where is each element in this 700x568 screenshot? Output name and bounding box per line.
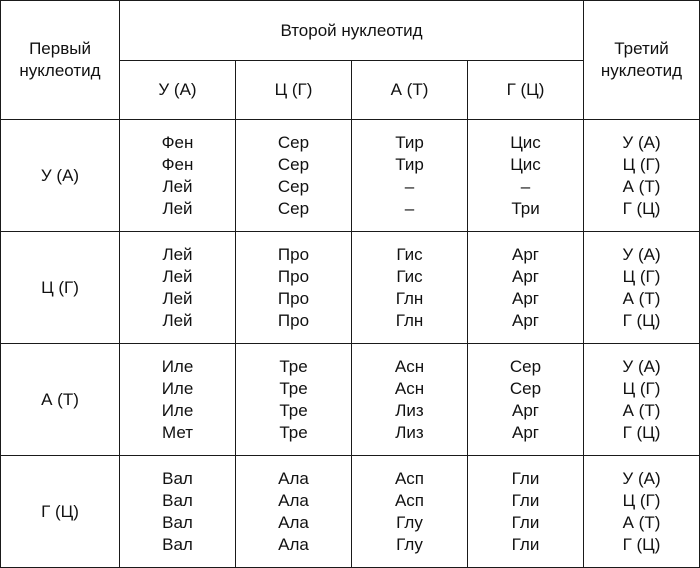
amino-acid: Ала xyxy=(278,512,309,532)
amino-acid-cell xyxy=(352,232,468,344)
header-third-line2: нуклеотид xyxy=(600,61,683,80)
third-nucleotide: У (А) xyxy=(622,468,661,488)
table-row xyxy=(1,120,700,232)
amino-acid: Арг xyxy=(512,422,539,442)
third-nucleotide: У (А) xyxy=(622,132,661,152)
amino-acid: Глу xyxy=(396,512,423,532)
amino-acid-cell xyxy=(236,120,352,232)
header-first-nucleotide xyxy=(1,1,120,120)
amino-acid: Ала xyxy=(278,468,309,488)
amino-acid: Про xyxy=(277,310,310,330)
amino-acid: Глн xyxy=(395,288,424,308)
column-header: Г (Ц) xyxy=(468,61,584,120)
amino-acid: Тре xyxy=(279,378,308,398)
header-first-line2: нуклеотид xyxy=(19,61,101,80)
amino-acid: Про xyxy=(277,266,310,286)
amino-acid: Тре xyxy=(279,356,308,376)
amino-acid: Лей xyxy=(162,266,193,286)
amino-acid: Гли xyxy=(511,468,540,488)
amino-acid: – xyxy=(520,176,531,196)
amino-acid-cell xyxy=(236,344,352,456)
third-nucleotide: У (А) xyxy=(622,356,661,376)
amino-acid-cell xyxy=(468,232,584,344)
amino-acid: Тир xyxy=(395,132,424,152)
amino-acid-cell xyxy=(352,344,468,456)
amino-acid-cell xyxy=(120,232,236,344)
third-nucleotide: Ц (Г) xyxy=(622,154,661,174)
amino-acid: – xyxy=(404,176,415,196)
amino-acid: Гис xyxy=(396,266,423,286)
third-nucleotide: Г (Ц) xyxy=(622,534,661,554)
amino-acid: Лиз xyxy=(395,422,424,442)
amino-acid: Сер xyxy=(509,378,542,398)
amino-acid: Сер xyxy=(277,176,310,196)
amino-acid: Цис xyxy=(510,132,541,152)
table-body xyxy=(1,120,700,568)
third-nucleotide: А (Т) xyxy=(622,512,661,532)
amino-acid: Тре xyxy=(279,400,308,420)
amino-acid-cell xyxy=(236,456,352,568)
amino-acid: Арг xyxy=(512,288,539,308)
amino-acid: Сер xyxy=(277,154,310,174)
amino-acid: Ала xyxy=(278,490,309,510)
third-nucleotide: Ц (Г) xyxy=(622,378,661,398)
third-nucleotide: А (Т) xyxy=(622,400,661,420)
amino-acid: Арг xyxy=(512,244,539,264)
amino-acid: Лей xyxy=(162,176,193,196)
amino-acid: Сер xyxy=(277,132,310,152)
amino-acid: Фен xyxy=(161,132,194,152)
first-nucleotide-cell: У (А) xyxy=(1,120,120,232)
amino-acid: Цис xyxy=(510,154,541,174)
header-first-line1: Первый xyxy=(29,39,91,58)
third-nucleotide: А (Т) xyxy=(622,176,661,196)
header-second-nucleotide: Второй нуклеотид xyxy=(120,1,584,61)
third-nucleotide: У (А) xyxy=(622,244,661,264)
first-nucleotide-cell: Ц (Г) xyxy=(1,232,120,344)
amino-acid: Гис xyxy=(396,244,423,264)
header-third-nucleotide xyxy=(584,1,700,120)
amino-acid: Иле xyxy=(161,378,194,398)
amino-acid: Асп xyxy=(394,490,425,510)
amino-acid: Асп xyxy=(394,468,425,488)
third-nucleotide: Ц (Г) xyxy=(622,490,661,510)
amino-acid: Иле xyxy=(161,400,194,420)
first-nucleotide-cell: Г (Ц) xyxy=(1,456,120,568)
amino-acid: Арг xyxy=(512,310,539,330)
amino-acid: Асн xyxy=(394,378,425,398)
third-nucleotide: Ц (Г) xyxy=(622,266,661,286)
amino-acid-cell xyxy=(468,344,584,456)
amino-acid-cell xyxy=(120,456,236,568)
amino-acid: – xyxy=(404,198,415,218)
amino-acid: Лей xyxy=(162,310,193,330)
third-nucleotide-cell xyxy=(584,344,700,456)
amino-acid: Тре xyxy=(279,422,308,442)
amino-acid: Лей xyxy=(162,198,193,218)
amino-acid: Три xyxy=(511,198,540,218)
third-nucleotide-cell xyxy=(584,232,700,344)
amino-acid: Гли xyxy=(511,534,540,554)
table-row xyxy=(1,232,700,344)
amino-acid: Ала xyxy=(278,534,309,554)
amino-acid: Арг xyxy=(512,400,539,420)
amino-acid: Лиз xyxy=(395,400,424,420)
amino-acid-cell xyxy=(120,344,236,456)
amino-acid: Мет xyxy=(161,422,194,442)
amino-acid: Глн xyxy=(395,310,424,330)
amino-acid: Вал xyxy=(162,468,193,488)
third-nucleotide-cell xyxy=(584,456,700,568)
amino-acid: Фен xyxy=(161,154,194,174)
third-nucleotide: Г (Ц) xyxy=(622,422,661,442)
header-third-line1: Третий xyxy=(614,39,669,58)
amino-acid: Лей xyxy=(162,288,193,308)
amino-acid-cell xyxy=(352,456,468,568)
amino-acid: Сер xyxy=(277,198,310,218)
third-nucleotide: Г (Ц) xyxy=(622,198,661,218)
amino-acid: Вал xyxy=(162,534,193,554)
amino-acid: Про xyxy=(277,288,310,308)
amino-acid: Сер xyxy=(509,356,542,376)
amino-acid: Глу xyxy=(396,534,423,554)
amino-acid: Гли xyxy=(511,490,540,510)
amino-acid-cell xyxy=(236,232,352,344)
amino-acid: Лей xyxy=(162,244,193,264)
third-nucleotide-cell xyxy=(584,120,700,232)
amino-acid: Тир xyxy=(395,154,424,174)
third-nucleotide: А (Т) xyxy=(622,288,661,308)
column-header: Ц (Г) xyxy=(236,61,352,120)
amino-acid: Вал xyxy=(162,512,193,532)
third-nucleotide: Г (Ц) xyxy=(622,310,661,330)
column-header: А (Т) xyxy=(352,61,468,120)
table-row xyxy=(1,344,700,456)
amino-acid: Вал xyxy=(162,490,193,510)
amino-acid-cell xyxy=(120,120,236,232)
amino-acid-cell xyxy=(352,120,468,232)
amino-acid-cell xyxy=(468,120,584,232)
table-row xyxy=(1,456,700,568)
amino-acid: Асн xyxy=(394,356,425,376)
amino-acid: Иле xyxy=(161,356,194,376)
amino-acid-cell xyxy=(468,456,584,568)
amino-acid: Про xyxy=(277,244,310,264)
amino-acid: Гли xyxy=(511,512,540,532)
amino-acid: Арг xyxy=(512,266,539,286)
column-header: У (А) xyxy=(120,61,236,120)
first-nucleotide-cell: А (Т) xyxy=(1,344,120,456)
